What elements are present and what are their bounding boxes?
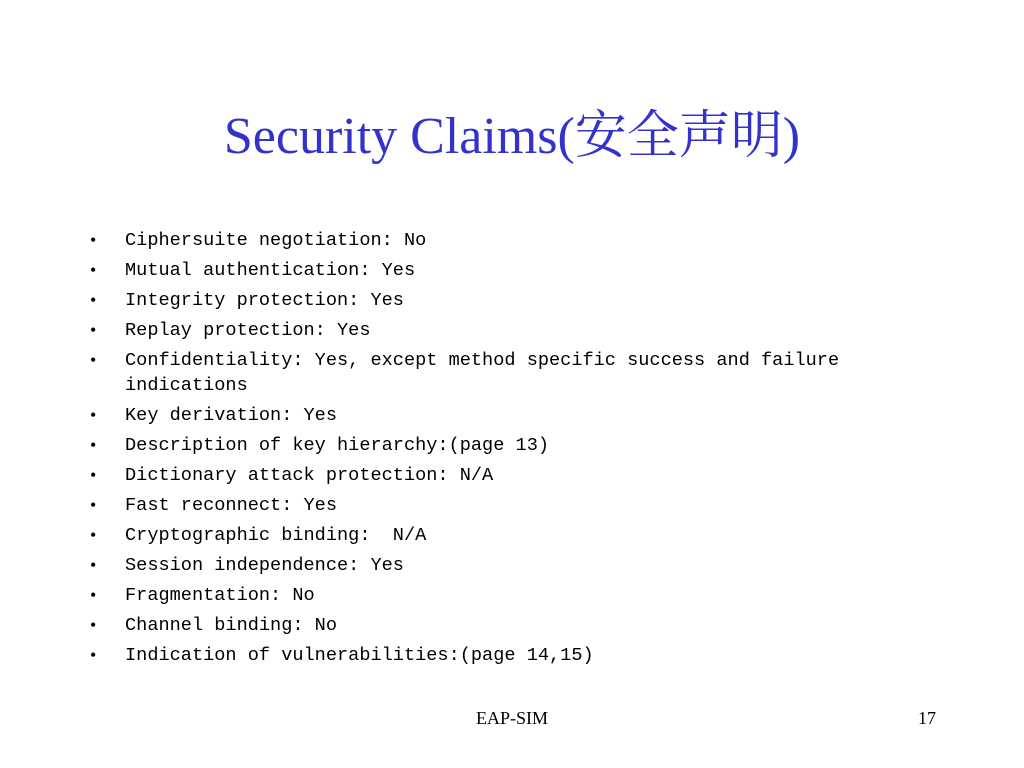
bullet-item-integrity-protection (86, 288, 886, 313)
bullet-icon (86, 288, 125, 313)
bullet-text: Cryptographic binding: N/A (125, 525, 427, 546)
bullet-item-fragmentation (86, 583, 886, 608)
bullet-icon (86, 553, 125, 578)
bullet-icon (86, 403, 125, 428)
bullet-text: Indication of vulnerabilities:(page 14,15) (125, 645, 594, 666)
bullet-text: Replay protection: Yes (125, 320, 371, 341)
page-number: 17 (918, 708, 936, 728)
bullet-text: Session independence: Yes (125, 555, 404, 576)
bullet-item-cryptographic-binding (86, 523, 886, 548)
bullet-text: Description of key hierarchy:(page 13) (125, 435, 550, 456)
bullet-item-ciphersuite-negotiation (86, 228, 886, 253)
bullet-icon (86, 613, 125, 638)
bullet-item-channel-binding (86, 613, 886, 638)
bullet-icon (86, 318, 125, 343)
bullet-text: Confidentiality: Yes, except method specific success and failure indications (125, 350, 851, 396)
bullet-item-indication-of-vulnerabilities (86, 643, 886, 668)
bullet-icon (86, 493, 125, 518)
bullet-icon (86, 228, 125, 253)
bullet-icon (86, 583, 125, 608)
bullet-text: Dictionary attack protection: N/A (125, 465, 494, 486)
bullet-icon (86, 463, 125, 488)
bullet-item-mutual-authentication (86, 258, 886, 283)
bullet-icon (86, 523, 125, 548)
bullet-item-confidentiality (86, 348, 886, 398)
bullet-list (86, 228, 886, 673)
slide-title: Security Claims(安全声明) (223, 108, 801, 165)
bullet-text: Integrity protection: Yes (125, 290, 404, 311)
bullet-text: Fragmentation: No (125, 585, 315, 606)
bullet-icon (86, 643, 125, 668)
bullet-item-fast-reconnect (86, 493, 886, 518)
bullet-text: Fast reconnect: Yes (125, 495, 338, 516)
bullet-text: Mutual authentication: Yes (125, 260, 416, 281)
bullet-icon (86, 433, 125, 458)
footer-label: EAP-SIM (475, 708, 548, 728)
bullet-item-replay-protection (86, 318, 886, 343)
bullet-icon (86, 258, 125, 283)
bullet-item-dictionary-attack-protection (86, 463, 886, 488)
bullet-item-session-independence (86, 553, 886, 578)
bullet-item-key-derivation (86, 403, 886, 428)
bullet-text: Channel binding: No (125, 615, 338, 636)
bullet-text: Ciphersuite negotiation: No (125, 230, 427, 251)
bullet-text: Key derivation: Yes (125, 405, 338, 426)
bullet-item-key-hierarchy (86, 433, 886, 458)
bullet-icon (86, 348, 125, 373)
